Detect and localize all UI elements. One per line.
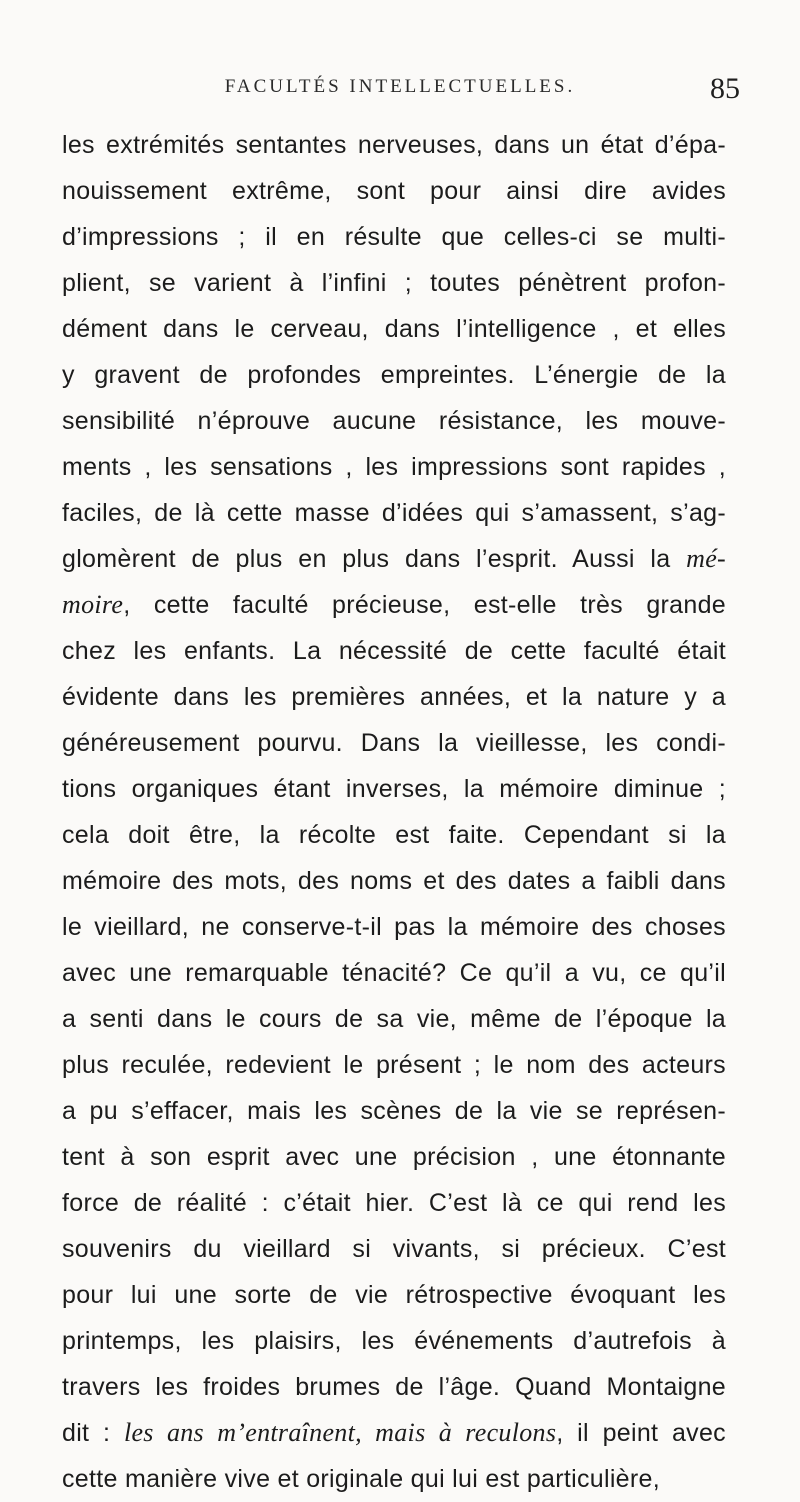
text-segment: glomèrent de plus en plus dans l’esprit. Aussi la [62, 545, 687, 573]
text-line: cette manière vive et originale qui lui est particulière, [62, 1465, 660, 1493]
text-line: sensibilité n’éprouve aucune résistance, les mouve- [62, 407, 726, 435]
text-line [62, 1410, 726, 1456]
page-number: 85 [710, 72, 740, 105]
text-line: cela doit être, la récolte est faite. Cependant si la [62, 821, 726, 849]
italic-text: mé- [686, 544, 726, 573]
text-line: nouissement extrême, sont pour ainsi dire avides [62, 177, 726, 205]
text-segment: dit : [62, 1419, 124, 1447]
text-line: d’impressions ; il en résulte que celles-ci se multi- [62, 223, 726, 251]
text-line: dément dans le cerveau, dans l’intelligence , et elles [62, 315, 726, 343]
text-line: chez les enfants. La nécessité de cette faculté était [62, 637, 726, 665]
text-line [62, 582, 726, 628]
running-head [60, 72, 740, 112]
text-segment: , cette faculté précieuse, est-elle très grande [123, 591, 726, 619]
text-line: a pu s’effacer, mais les scènes de la vie se représen- [62, 1097, 726, 1125]
running-title: FACULTÉS INTELLECTUELLES. [224, 76, 576, 97]
text-line: faciles, de là cette masse d’idées qui s’amassent, s’ag- [62, 499, 726, 527]
body-text [62, 122, 726, 1502]
text-line: évidente dans les premières années, et la nature y a [62, 683, 726, 711]
text-line: souvenirs du vieillard si vivants, si précieux. C’est [62, 1235, 726, 1263]
text-line: avec une remarquable ténacité? Ce qu’il a vu, ce qu’il [62, 959, 726, 987]
text-line [62, 536, 726, 582]
text-line: force de réalité : c’était hier. C’est là ce qui rend les [62, 1189, 726, 1217]
text-line: mémoire des mots, des noms et des dates a faibli dans [62, 867, 726, 895]
text-line: les extrémités sentantes nerveuses, dans un état d’épa- [62, 131, 726, 159]
italic-text: les ans m’entraînent, mais à reculons [123, 1418, 557, 1447]
text-line: généreusement pourvu. Dans la vieillesse, les condi- [62, 729, 726, 757]
text-line: tions organiques étant inverses, la mémoire diminue ; [62, 775, 726, 803]
text-line: plus reculée, redevient le présent ; le nom des acteurs [62, 1051, 726, 1079]
text-line: printemps, les plaisirs, les événements d’autrefois à [62, 1327, 726, 1355]
text-line: tent à son esprit avec une précision , une étonnante [62, 1143, 726, 1171]
text-segment: , il peint avec [556, 1419, 726, 1447]
text-line: ments , les sensations , les impressions sont rapides , [62, 453, 726, 481]
text-line: le vieillard, ne conserve-t-il pas la mémoire des choses [62, 913, 726, 941]
text-line: a senti dans le cours de sa vie, même de l’époque la [62, 1005, 726, 1033]
italic-text: moire [62, 590, 124, 619]
text-line: pour lui une sorte de vie rétrospective évoquant les [62, 1281, 726, 1309]
text-line: travers les froides brumes de l’âge. Quand Montaigne [62, 1373, 726, 1401]
text-line: plient, se varient à l’infini ; toutes pénètrent profon- [62, 269, 726, 297]
text-line: y gravent de profondes empreintes. L’énergie de la [62, 361, 726, 389]
